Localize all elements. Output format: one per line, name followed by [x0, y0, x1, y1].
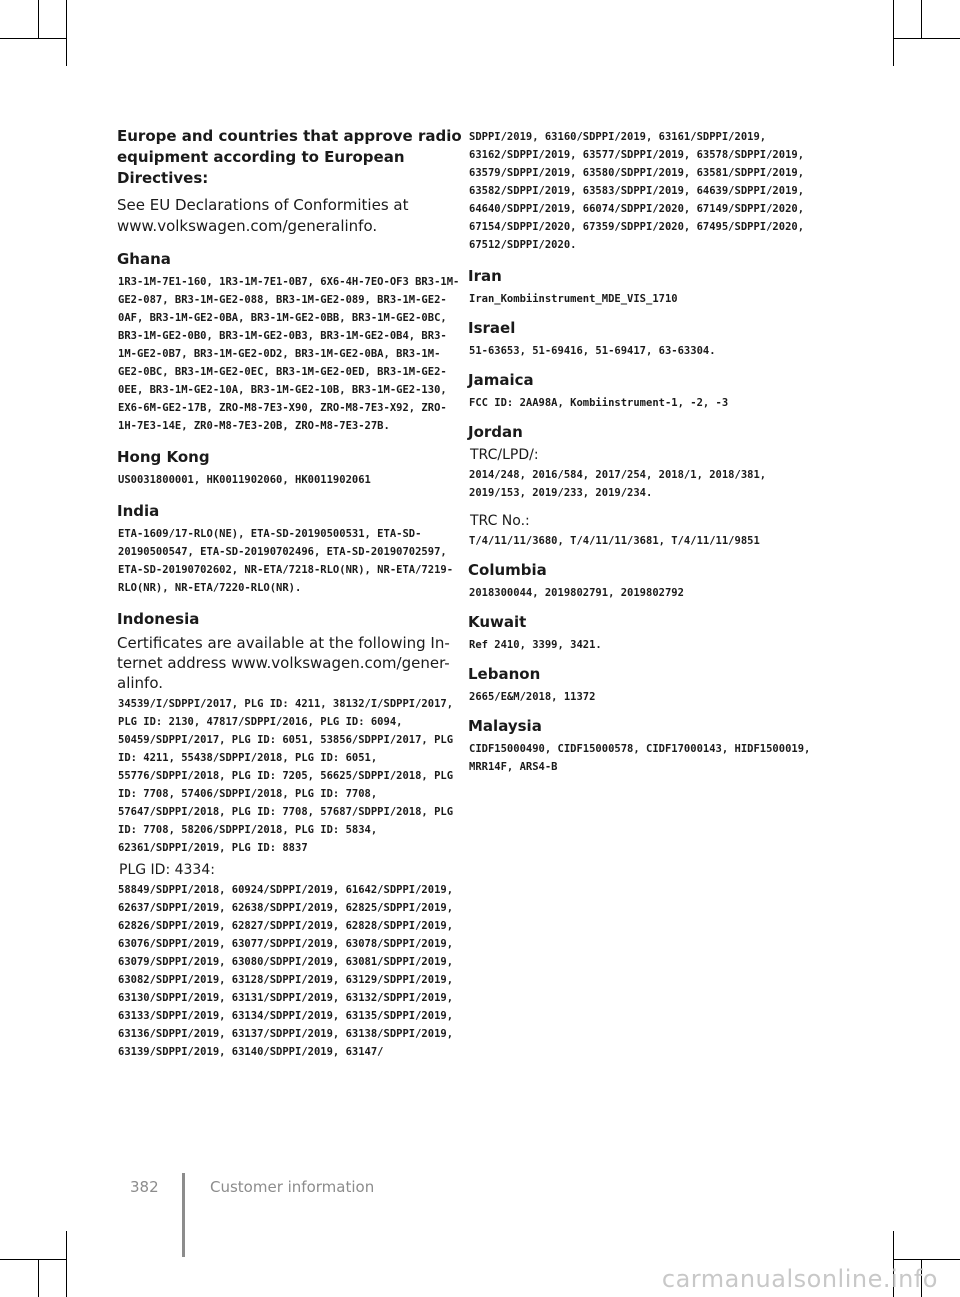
certificate-codes: US0031800001, HK0011902060, HK0011902061	[118, 474, 371, 486]
certificate-codes: Ref 2410, 3399, 3421.	[469, 639, 602, 651]
country-heading: Kuwait	[468, 613, 527, 631]
crop-mark	[38, 1259, 39, 1297]
crop-mark	[38, 0, 39, 38]
certificate-codes: 51-63653, 51-69416, 51-69417, 63-63304.	[469, 345, 716, 357]
certificate-codes: 1R3-1M-7E1-160, 1R3-1M-7E1-0B7, 6X6-4H-7EO-OF3 BR3-1M-GE2-087, BR3-1M-GE2-088, BR3-1M-GE2-089, BR3-1M-GE2-0AF, BR3-1M-GE2-0BA, BR3-1M-GE2-0BB, BR3-1M-GE2-0BC, BR3-1M-GE2-0B0, BR3-1M-GE2-0B3, BR3-1M-GE2-0B4, BR3-1M-GE2-0B7, BR3-1M-GE2-0D2, BR3-1M-GE2-0BA, BR3-1M-GE2-0BC, BR3-1M-GE2-0EC, BR3-1M-GE2-0ED, BR3-1M-GE2-0EE, BR3-1M-GE2-10A, BR3-1M-GE2-10B, BR3-1M-GE2-130, EX6-6M-GE2-17B, ZRO-M8-7E3-X90, ZRO-M8-7E3-X92, ZRO-1H-7E3-14E, ZR0-M8-7E3-20B, ZRO-M8-7E3-27B.	[118, 276, 460, 432]
crop-mark	[893, 1259, 960, 1260]
certificate-codes: ETA-1609/17-RLO(NE), ETA-SD-20190500531, ETA-SD-20190500547, ETA-SD-20190702496, ETA-SD-20190702597, ETA-SD-20190702602, NR-ETA/7218-RLO(NR), NR-ETA/7219-RLO(NR), NR-ETA/7220-RLO(NR).	[118, 528, 454, 594]
section-malaysia	[468, 716, 813, 776]
left-column	[117, 126, 462, 1061]
country-heading: Iran	[468, 267, 502, 285]
country-heading: Lebanon	[468, 665, 541, 683]
section-hong-kong	[117, 447, 462, 489]
certificate-codes: 2665/E&M/2018, 11372	[469, 691, 596, 703]
section-indonesia	[117, 609, 462, 1061]
crop-mark	[921, 0, 922, 38]
crop-mark	[893, 38, 960, 39]
intro-text: See EU Declarations of Conformities at www.volkswagen.com/generalinfo.	[117, 196, 409, 235]
footer-section-title: Customer information	[210, 1178, 375, 1196]
section-iran	[468, 266, 813, 308]
country-heading: Malaysia	[468, 717, 542, 735]
section-ghana	[117, 249, 462, 435]
section-kuwait	[468, 612, 813, 654]
country-heading: Jamaica	[468, 371, 534, 389]
section-columbia	[468, 560, 813, 602]
crop-mark	[893, 0, 894, 66]
section-india	[117, 501, 462, 597]
certificate-codes: 34539/I/SDPPI/2017, PLG ID: 4211, 38132/I/SDPPI/2017, PLG ID: 2130, 47817/SDPPI/2016, PLG ID: 6094, 50459/SDPPI/2017, PLG ID: 6051, 53856/SDPPI/2017, PLG ID: 4211, 55438/SDPPI/2018, PLG ID: 6051, 55776/SDPPI/2018, PLG ID: 7205, 56625/SDPPI/2018, PLG ID: 7708, 57406/SDPPI/2018, PLG ID: 7708, 57647/SDPPI/2018, PLG ID: 7708, 57687/SDPPI/2018, PLG ID: 7708, 58206/SDPPI/2018, PLG ID: 5834, 62361/SDPPI/2019, PLG ID: 8837	[118, 698, 454, 854]
certificate-codes: 58849/SDPPI/2018, 60924/SDPPI/2019, 61642/SDPPI/2019, 62637/SDPPI/2019, 62638/SDPPI/2019, 62825/SDPPI/2019, 62826/SDPPI/2019, 62827/SDPPI/2019, 62828/SDPPI/2019, 63076/SDPPI/2019, 63077/SDPPI/2019, 63078/SDPPI/2019, 63079/SDPPI/2019, 63080/SDPPI/2019, 63081/SDPPI/2019, 63082/SDPPI/2019, 63128/SDPPI/2019, 63129/SDPPI/2019, 63130/SDPPI/2019, 63131/SDPPI/2019, 63132/SDPPI/2019, 63133/SDPPI/2019, 63134/SDPPI/2019, 63135/SDPPI/2019, 63136/SDPPI/2019, 63137/SDPPI/2019, 63138/SDPPI/2019, 63139/SDPPI/2019, 63140/SDPPI/2019, 63147/	[118, 884, 454, 1058]
footer-divider	[182, 1173, 185, 1257]
crop-mark	[0, 1259, 66, 1260]
section-jamaica	[468, 370, 813, 412]
country-heading: India	[117, 502, 160, 520]
jordan-label-trc-no: TRC No.:	[470, 513, 530, 529]
certificate-codes: 2018300044, 2019802791, 2019802792	[469, 587, 684, 599]
crop-mark	[66, 1231, 67, 1297]
right-column	[468, 126, 813, 776]
section-lebanon	[468, 664, 813, 706]
certificate-codes: T/4/11/11/3680, T/4/11/11/3681, T/4/11/11/9851	[469, 535, 760, 547]
crop-mark	[66, 0, 67, 66]
indonesia-text: Certificates are available at the following In-ternet address www.volkswagen.com/gener-alinfo.	[117, 634, 450, 692]
certificate-codes: FCC ID: 2AA98A, Kombiinstrument-1, -2, -3	[469, 397, 729, 409]
certificate-codes: Iran_Kombiinstrument_MDE_VIS_1710	[469, 293, 678, 305]
page-number: 382	[130, 1178, 159, 1196]
section-jordan	[468, 422, 813, 550]
country-heading: Israel	[468, 319, 516, 337]
plg-label: PLG ID: 4334:	[119, 862, 215, 878]
country-heading: Jordan	[468, 423, 523, 441]
country-heading: Columbia	[468, 561, 547, 579]
jordan-label-trc-lpd: TRC/LPD/:	[470, 447, 539, 463]
crop-mark	[0, 38, 66, 39]
certificate-codes-continued: SDPPI/2019, 63160/SDPPI/2019, 63161/SDPPI/2019, 63162/SDPPI/2019, 63577/SDPPI/2019, 63578/SDPPI/2019, 63579/SDPPI/2019, 63580/SDPPI/2019, 63581/SDPPI/2019, 63582/SDPPI/2019, 63583/SDPPI/2019, 64639/SDPPI/2019, 64640/SDPPI/2019, 66074/SDPPI/2020, 67149/SDPPI/2020, 67154/SDPPI/2020, 67359/SDPPI/2020, 67495/SDPPI/2020, 67512/SDPPI/2020.	[469, 131, 805, 251]
country-heading: Ghana	[117, 250, 171, 268]
section-israel	[468, 318, 813, 360]
certificate-codes: 2014/248, 2016/584, 2017/254, 2018/1, 2018/381, 2019/153, 2019/233, 2019/234.	[469, 469, 767, 499]
intro-title: Europe and countries that approve radio equipment according to European Directives:	[117, 127, 462, 187]
country-heading: Indonesia	[117, 610, 200, 628]
watermark: carmanualsonline.info	[661, 1265, 938, 1293]
certificate-codes: CIDF15000490, CIDF15000578, CIDF17000143, HIDF1500019, MRR14F, ARS4-B	[469, 743, 811, 773]
country-heading: Hong Kong	[117, 448, 210, 466]
